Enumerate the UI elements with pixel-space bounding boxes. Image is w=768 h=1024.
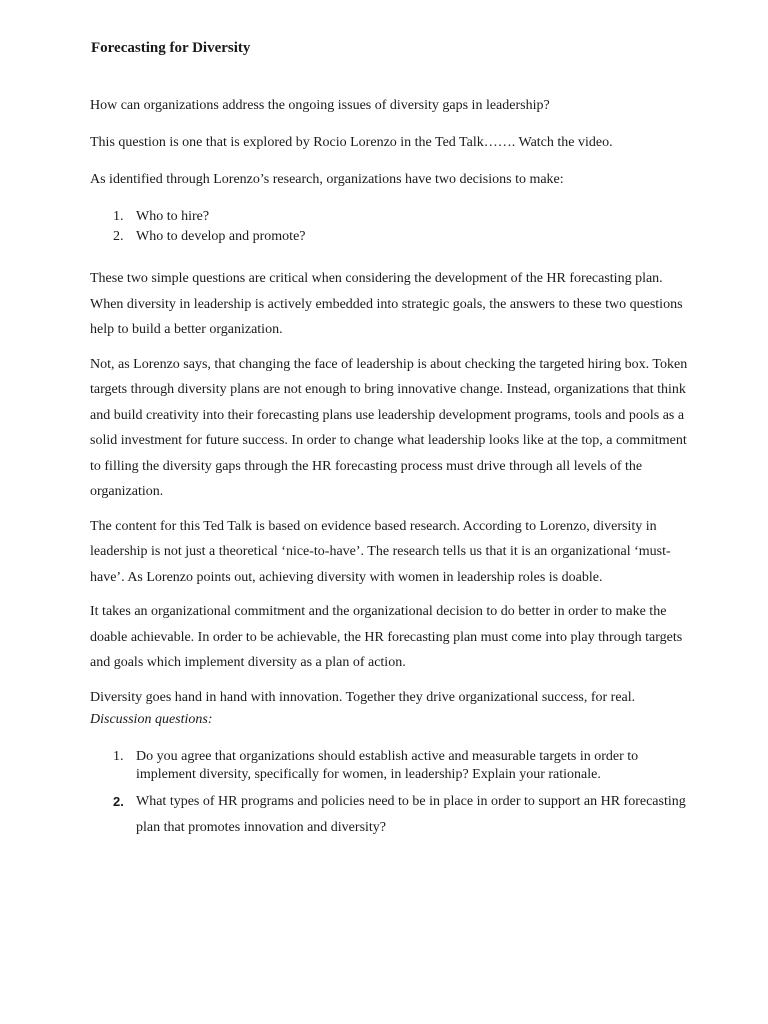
list-text: What types of HR programs and policies need to be in place in order to support an HR forecasting plan that promotes innovation and diversity? (136, 794, 686, 835)
discussion-questions-list (90, 748, 690, 841)
list-text: Who to hire? (136, 209, 210, 224)
intro-question: How can organizations address the ongoing issues of diversity gaps in leadership? (90, 98, 550, 113)
body-paragraph: It takes an organizational commitment and the organizational decision to do better in order to make the doable achievable. In order to be achievable, the HR forecasting plan must come into play through targets and goals which implement diversity as a plan of action. (90, 604, 683, 670)
list-item (90, 748, 690, 784)
list-number: 2. (113, 794, 124, 809)
list-text: Do you agree that organizations should establish active and measurable targets in order to implement diversity, specifically for women, in leadership? Explain your rationale. (136, 749, 639, 782)
list-text: Who to develop and promote? (136, 228, 306, 244)
list-item (90, 207, 690, 227)
list-number: 1. (113, 749, 124, 764)
intro-decisions: As identified through Lorenzo’s research, organizations have two decisions to make: (90, 172, 564, 187)
list-number: 1. (113, 209, 124, 224)
discussion-heading: Discussion questions: (90, 712, 213, 727)
intro-ted-talk: This question is one that is explored by Rocio Lorenzo in the Ted Talk……. Watch the video. (90, 135, 613, 150)
body-paragraph: Diversity goes hand in hand with innovation. Together they drive organizational success, for real. (90, 689, 636, 705)
list-item (90, 227, 690, 247)
body-paragraph: These two simple questions are critical when considering the development of the HR forecasting plan. When diversity in leadership is actively embedded into strategic goals, the answers to these two questions help to build a better organization. (90, 271, 683, 337)
list-item (90, 789, 690, 841)
body-paragraph: The content for this Ted Talk is based on evidence based research. According to Lorenzo, diversity in leadership is not just a theoretical ‘nice-to-have’. The research tells us that it is an organizational ‘must-have’. As Lorenzo points out, achieving diversity with women in leadership roles is doable. (90, 518, 671, 585)
decisions-list (90, 207, 690, 246)
document-title: Forecasting for Diversity (91, 40, 251, 56)
list-number: 2. (113, 228, 124, 244)
body-paragraph: Not, as Lorenzo says, that changing the face of leadership is about checking the targeted hiring box. Token targets through diversity plans are not enough to bring innovative change. Instead, organizations that think and build creativity into their forecasting plans use leadership development programs, tools and pools as a solid investment for future success. In order to change what leadership looks like at the top, a commitment to filling the diversity gaps through the HR forecasting process must drive through all levels of the organization. (90, 356, 688, 499)
document-page (90, 38, 690, 841)
